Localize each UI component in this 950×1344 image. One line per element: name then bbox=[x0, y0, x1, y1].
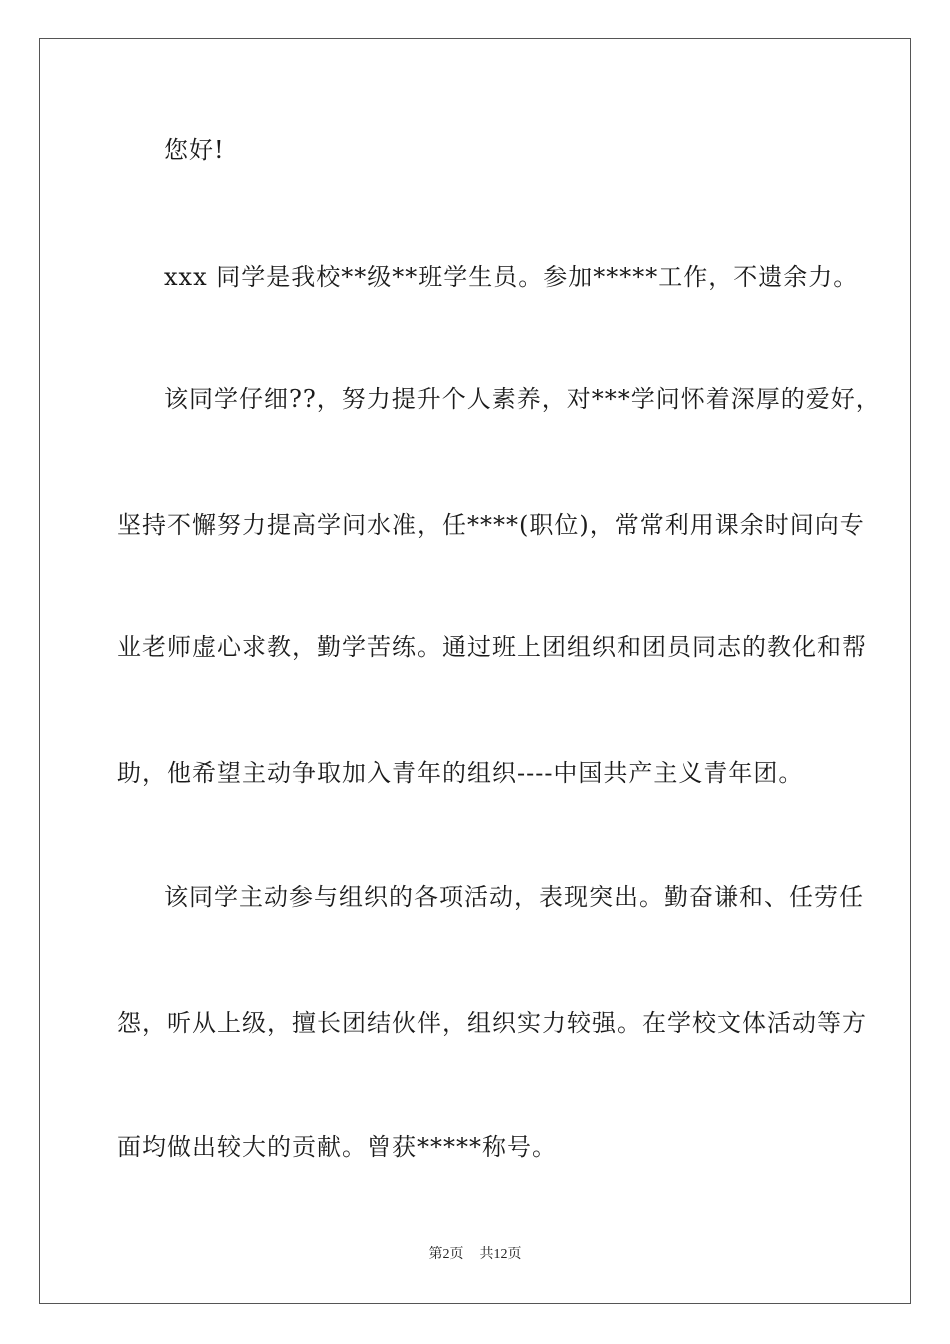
page-number: 第2页 bbox=[428, 1247, 464, 1262]
greeting: 您好! bbox=[164, 136, 225, 164]
paragraph-2-line-1: 该同学仔细??，努力提升个人素养，对***学问怀着深厚的爱好， bbox=[164, 385, 881, 413]
page-footer bbox=[0, 1246, 950, 1264]
paragraph-3-line-2: 怨，听从上级，擅长团结伙伴，组织实力较强。在学校文体活动等方 bbox=[117, 1009, 867, 1037]
paragraph-2-line-3: 业老师虚心求教，勤学苦练。通过班上团组织和团员同志的教化和帮 bbox=[117, 633, 867, 661]
paragraph-2-line-2: 坚持不懈努力提高学问水准，任****(职位)，常常利用课余时间向专 bbox=[117, 511, 865, 539]
page-total: 共12页 bbox=[479, 1247, 522, 1262]
paragraph-3-line-3: 面均做出较大的贡献。曾获*****称号。 bbox=[117, 1133, 557, 1161]
page-border bbox=[39, 38, 911, 1304]
paragraph-1-line-1: xxx 同学是我校**级**班学生员。参加*****工作，不遗余力。 bbox=[164, 263, 859, 291]
paragraph-2-line-4: 助，他希望主动争取加入青年的组织----中国共产主义青年团。 bbox=[117, 759, 804, 787]
paragraph-3-line-1: 该同学主动参与组织的各项活动，表现突出。勤奋谦和、任劳任 bbox=[164, 883, 864, 911]
